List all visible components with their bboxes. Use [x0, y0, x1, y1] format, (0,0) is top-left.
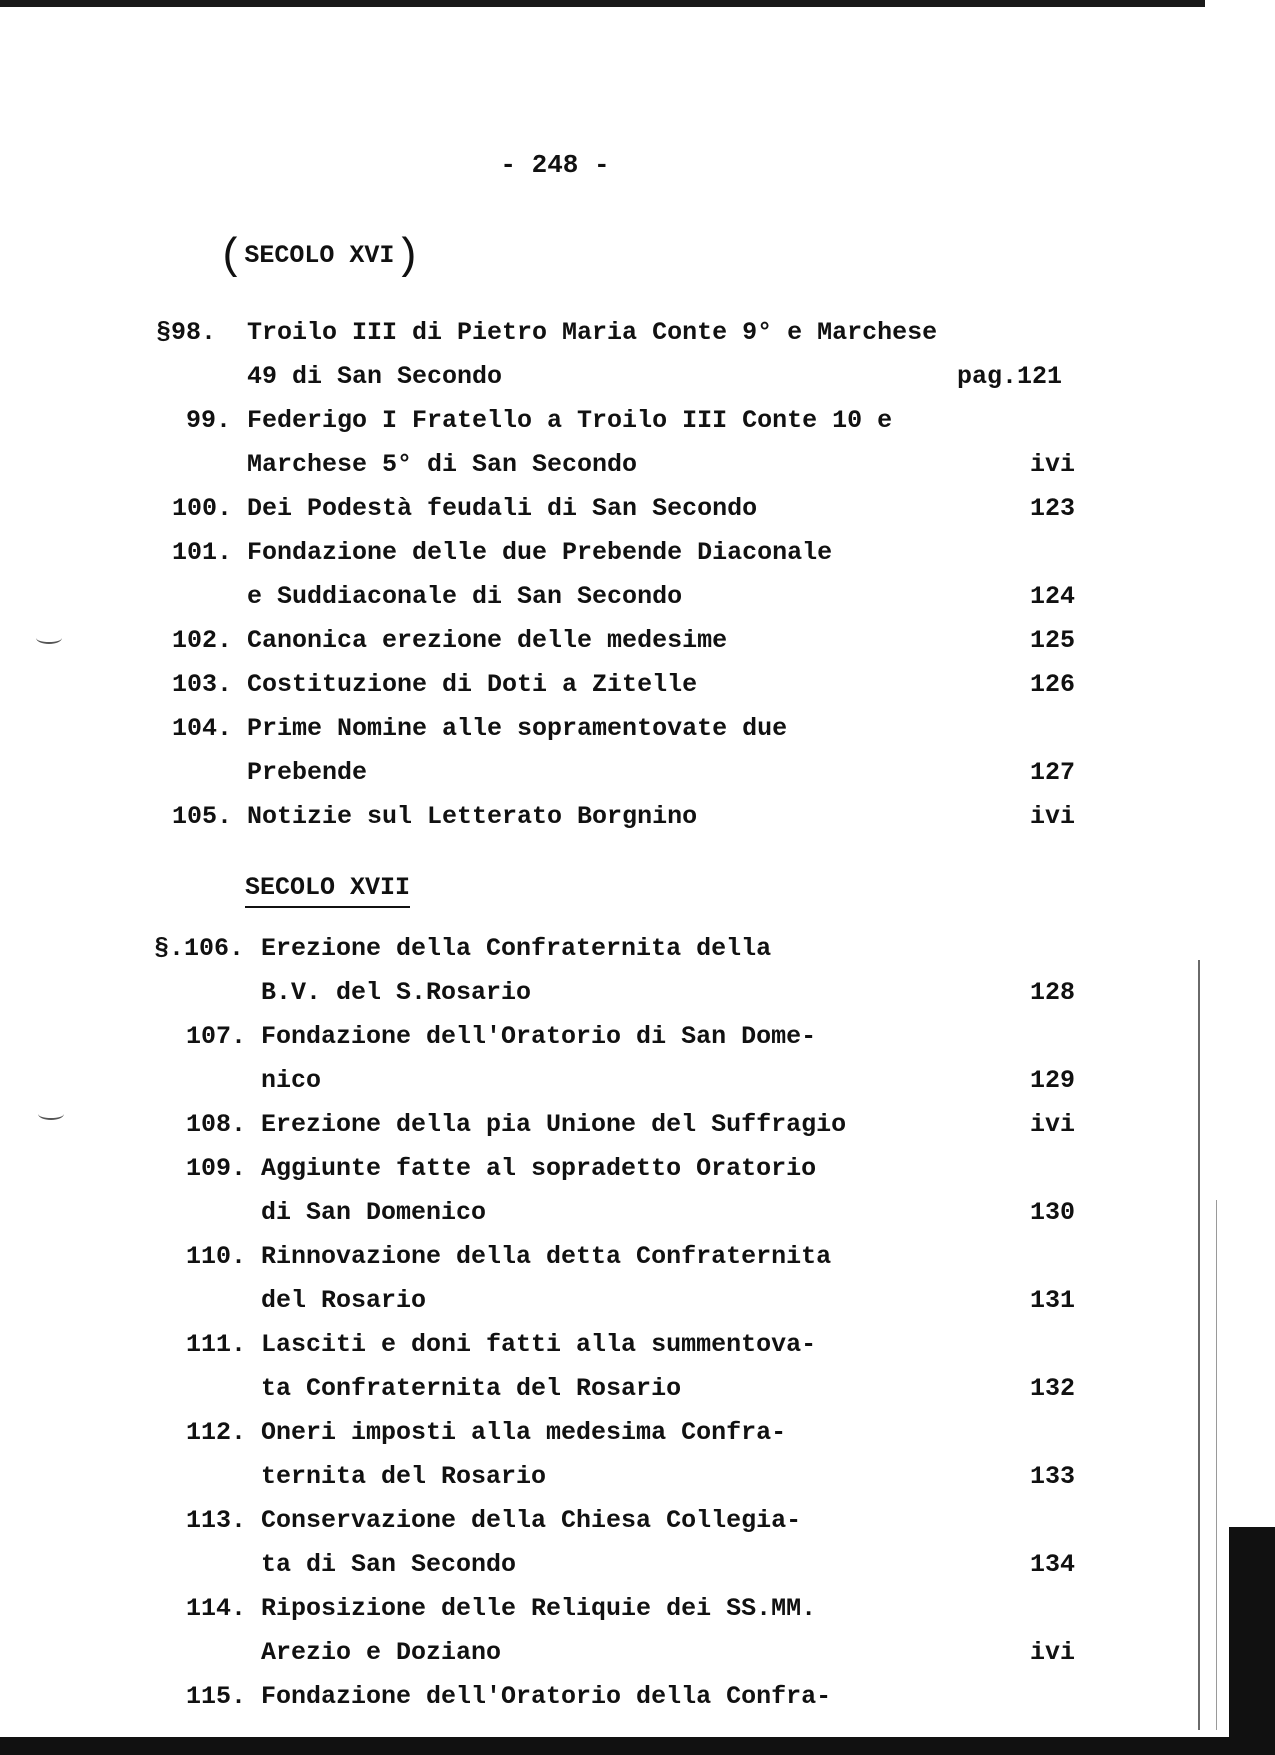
entry-title-line: Erezione della pia Unione del Suffragio [261, 1110, 847, 1139]
entry-number: 101. [172, 538, 233, 567]
entry-number: §.106. [154, 934, 245, 963]
entry-page: pag.121 [956, 362, 1062, 391]
entry-number: 113. [186, 1506, 247, 1535]
entry-page: 127 [1029, 758, 1075, 787]
open-paren: ( [218, 232, 245, 282]
entry-title-line: Erezione della Confraternita della [261, 934, 772, 963]
entry-page: ivi [1029, 450, 1075, 479]
entry-title-line: del Rosario [261, 1286, 427, 1315]
entry-number: 108. [186, 1110, 247, 1139]
section-heading-secolo-xvii: SECOLO XVII [245, 873, 410, 908]
entry-title-line: Costituzione di Doti a Zitelle [247, 670, 698, 699]
scan-edge-shadow [1229, 1527, 1275, 1737]
entry-title-line: Rinnovazione della detta Confraternita [261, 1242, 832, 1271]
page-number: - 248 - [500, 150, 610, 180]
entry-page: 133 [1029, 1462, 1075, 1491]
entry-title-line: Troilo III di Pietro Maria Conte 9° e Marchese [247, 318, 938, 347]
entry-page: 125 [1029, 626, 1075, 655]
entry-title-line: Fondazione dell'Oratorio di San Dome- [261, 1022, 817, 1051]
entry-title-line: B.V. del S.Rosario [261, 978, 532, 1007]
entry-title-line: e Suddiaconale di San Secondo [247, 582, 683, 611]
entry-page: 131 [1029, 1286, 1075, 1315]
entry-number: 112. [186, 1418, 247, 1447]
entry-page: 123 [1029, 494, 1075, 523]
top-rule [0, 0, 1205, 7]
entry-page: 130 [1029, 1198, 1075, 1227]
entry-number: 109. [186, 1154, 247, 1183]
entry-title-line: ta Confraternita del Rosario [261, 1374, 682, 1403]
entry-title-line: ta di San Secondo [261, 1550, 517, 1579]
entry-title-line: Riposizione delle Reliquie dei SS.MM. [261, 1594, 817, 1623]
entry-number: 102. [172, 626, 233, 655]
section-heading-label: SECOLO XVI [244, 241, 395, 270]
entry-page: ivi [1029, 802, 1075, 831]
entry-title-line: Aggiunte fatte al sopradetto Oratorio [261, 1154, 817, 1183]
entry-title-line: Lasciti e doni fatti alla summentova- [261, 1330, 817, 1359]
entry-number: 99. [186, 406, 232, 435]
entry-number: 104. [172, 714, 233, 743]
entry-title-line: Conservazione della Chiesa Collegia- [261, 1506, 802, 1535]
entry-number: 115. [186, 1682, 247, 1711]
entry-number: 107. [186, 1022, 247, 1051]
entry-title-line: Fondazione dell'Oratorio della Confra- [261, 1682, 832, 1711]
entry-title-line: Prebende [247, 758, 368, 787]
entry-title-line: Oneri imposti alla medesima Confra- [261, 1418, 787, 1447]
entry-title-line: Canonica erezione delle medesime [247, 626, 728, 655]
entry-title-line: Arezio e Doziano [261, 1638, 502, 1667]
entry-title-line: di San Domenico [261, 1198, 487, 1227]
entry-page: 129 [1029, 1066, 1075, 1095]
close-paren: ) [394, 232, 421, 282]
entry-title-line: 49 di San Secondo [247, 362, 503, 391]
entry-page: ivi [1029, 1638, 1075, 1667]
entry-page: 132 [1029, 1374, 1075, 1403]
entry-number: 114. [186, 1594, 247, 1623]
entry-number: 105. [172, 802, 233, 831]
entry-number: 111. [186, 1330, 247, 1359]
section-heading-secolo-xvi [218, 232, 421, 282]
entry-title-line: ternita del Rosario [261, 1462, 547, 1491]
margin-mark [38, 1108, 64, 1120]
entry-page: 124 [1029, 582, 1075, 611]
page-edge-line [1198, 960, 1200, 1730]
margin-mark [36, 632, 62, 644]
entry-title-line: Prime Nomine alle sopramentovate due [247, 714, 788, 743]
entry-number: §98. [156, 318, 217, 347]
entry-page: 128 [1029, 978, 1075, 1007]
entry-title-line: Notizie sul Letterato Borgnino [247, 802, 698, 831]
entry-number: 110. [186, 1242, 247, 1271]
entry-title-line: Dei Podestà feudali di San Secondo [247, 494, 758, 523]
bottom-scan-band [0, 1737, 1275, 1755]
entry-page: ivi [1029, 1110, 1075, 1139]
entry-title-line: Marchese 5° di San Secondo [247, 450, 638, 479]
entry-number: 100. [172, 494, 233, 523]
entry-title-line: Federigo I Fratello a Troilo III Conte 10 e [247, 406, 893, 435]
entry-title-line: Fondazione delle due Prebende Diaconale [247, 538, 833, 567]
entry-title-line: nico [261, 1066, 322, 1095]
page-edge-line [1216, 1200, 1217, 1730]
entry-page: 134 [1029, 1550, 1075, 1579]
entry-number: 103. [172, 670, 233, 699]
entry-page: 126 [1029, 670, 1075, 699]
